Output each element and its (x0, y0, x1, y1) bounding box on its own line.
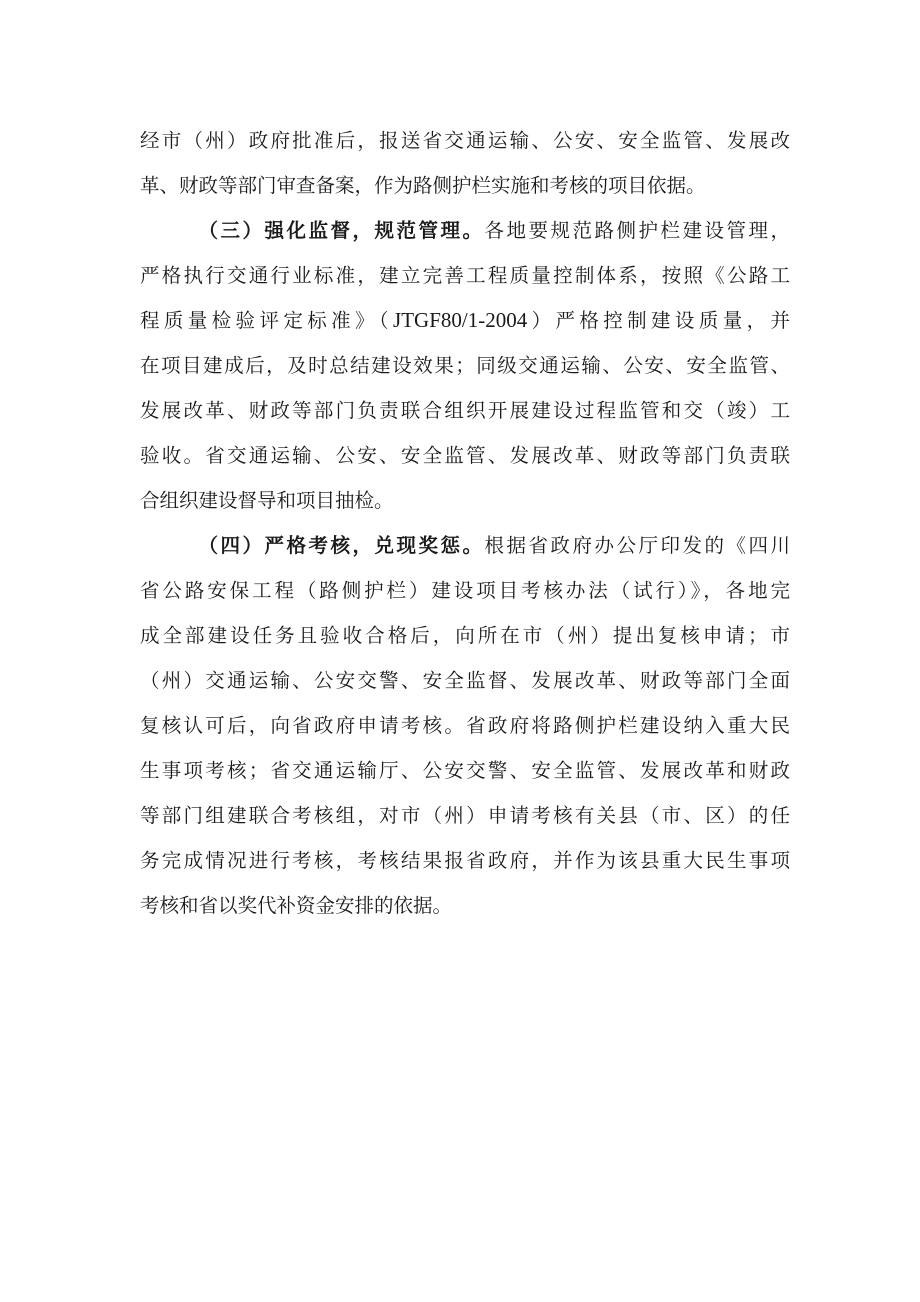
text-line (140, 523, 790, 568)
standard-code: JTGF80/1-2004 (393, 308, 528, 332)
section-heading: （三）强化监督，规范管理。 (196, 219, 485, 242)
paragraph-section-3 (140, 208, 790, 523)
text-line: 省公路安保工程（路侧护栏）建设项目考核办法（试行）》，各地完 (140, 579, 790, 602)
text-line: 在项目建成后，及时总结建设效果；同级交通运输、公安、安全监管、 (140, 354, 790, 377)
text-line (140, 298, 790, 343)
paragraph-continuation (140, 118, 790, 208)
text-line: 成全部建设任务且验收合格后，向所在市（州）提出复核申请；市 (140, 624, 790, 647)
text-line: 发展改革、财政等部门负责联合组织开展建设过程监管和交（竣）工 (140, 399, 790, 422)
text-line: 革、财政等部门审查备案，作为路侧护栏实施和考核的项目依据。 (140, 174, 706, 197)
text-line: 生事项考核；省交通运输厅、公安交警、安全监管、发展改革和财政 (140, 759, 790, 782)
section-heading: （四）严格考核，兑现奖惩。 (196, 534, 485, 557)
text-line: 严格执行交通行业标准，建立完善工程质量控制体系，按照《公路工 (140, 264, 790, 287)
text-line: 合组织建设督导和项目抽检。 (140, 489, 394, 512)
text-line: 复核认可后，向省政府申请考核。省政府将路侧护栏建设纳入重大民 (140, 714, 790, 737)
text-line: 务完成情况进行考核，考核结果报省政府，并作为该县重大民生事项 (140, 849, 790, 872)
document-body (140, 118, 790, 928)
text-run: 程质量检验评定标准》（ (140, 309, 394, 332)
text-run: 根据省政府办公厅印发的《四川 (484, 534, 790, 557)
paragraph-section-4 (140, 523, 790, 928)
text-line: （州）交通运输、公安交警、安全监督、发展改革、财政等部门全面 (140, 669, 790, 692)
text-line: 考核和省以奖代补资金安排的依据。 (140, 894, 453, 917)
text-line: 验收。省交通运输、公安、安全监管、发展改革、财政等部门负责联 (140, 444, 790, 467)
text-run: 各地要规范路侧护栏建设管理， (484, 219, 790, 242)
text-line (140, 208, 790, 253)
text-line: 等部门组建联合考核组，对市（州）申请考核有关县（市、区）的任 (140, 804, 790, 827)
text-run: ）严格控制建设质量，并 (527, 309, 790, 332)
text-line: 经市（州）政府批准后，报送省交通运输、公安、安全监管、发展改 (140, 129, 790, 152)
